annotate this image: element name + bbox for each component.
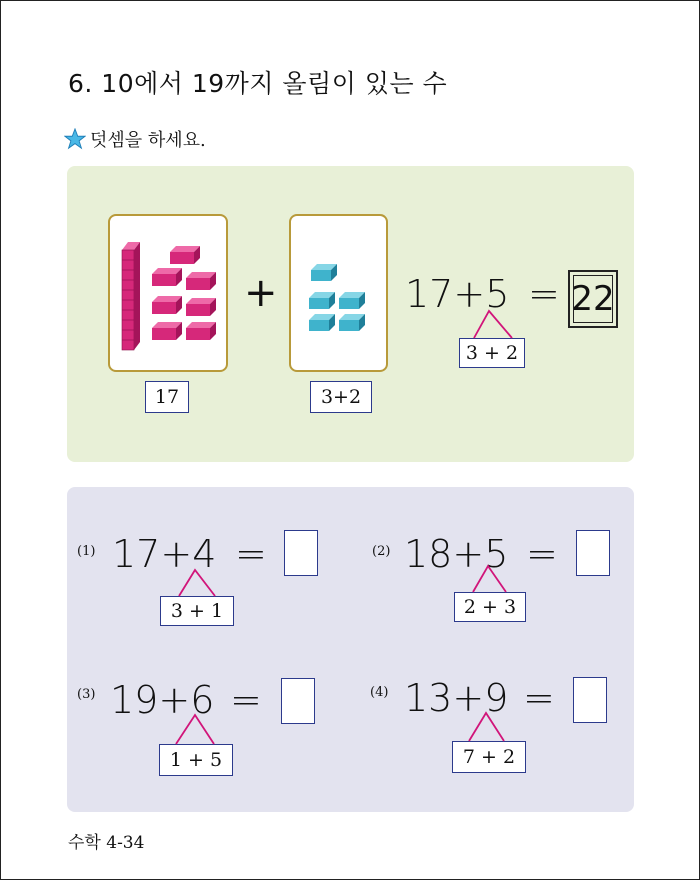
- problem-4-number: (4): [370, 685, 389, 700]
- example-answer: 22: [571, 279, 615, 319]
- problem-4-equals: =: [523, 676, 555, 720]
- problem-4-expression: 13+9: [404, 676, 509, 720]
- problem-2-split-box: 2 + 3: [454, 592, 526, 622]
- problem-4-split-box: 7 + 2: [452, 741, 526, 773]
- problem-2-number: (2): [372, 544, 391, 559]
- example-split-box: 3 + 2: [459, 338, 525, 368]
- problem-1-split-lines: [179, 570, 215, 596]
- problem-2-equals: =: [526, 532, 558, 576]
- problem-3-split-box: 1 + 5: [159, 744, 233, 776]
- instruction-text: 덧셈을 하세요.: [90, 130, 206, 151]
- problem-3-number: (3): [77, 687, 96, 702]
- plus-sign: +: [244, 270, 278, 316]
- problem-3-split-lines: [176, 715, 214, 744]
- problem-2-expression: 18+5: [404, 532, 509, 576]
- problem-2-split-lines: [473, 566, 506, 592]
- problem-1-expression: 17+4: [112, 532, 217, 576]
- ones-label-box: 3+2: [310, 381, 372, 413]
- problem-3-expression: 19+6: [110, 678, 215, 722]
- page-footer: 수학 4-34: [68, 833, 145, 853]
- example-expression: 17+5: [405, 272, 510, 316]
- problem-3-equals: =: [230, 678, 262, 722]
- example-split-lines: [474, 311, 512, 338]
- problem-1-split-box: 3 + 1: [160, 596, 234, 626]
- page-title: 6. 10에서 19까지 올림이 있는 수: [68, 69, 448, 98]
- problem-4-split-lines: [469, 713, 504, 741]
- problem-1-number: (1): [77, 544, 96, 559]
- problem-1-equals: =: [235, 532, 267, 576]
- tens-label-box: 17: [145, 381, 189, 413]
- example-equals: =: [528, 272, 560, 316]
